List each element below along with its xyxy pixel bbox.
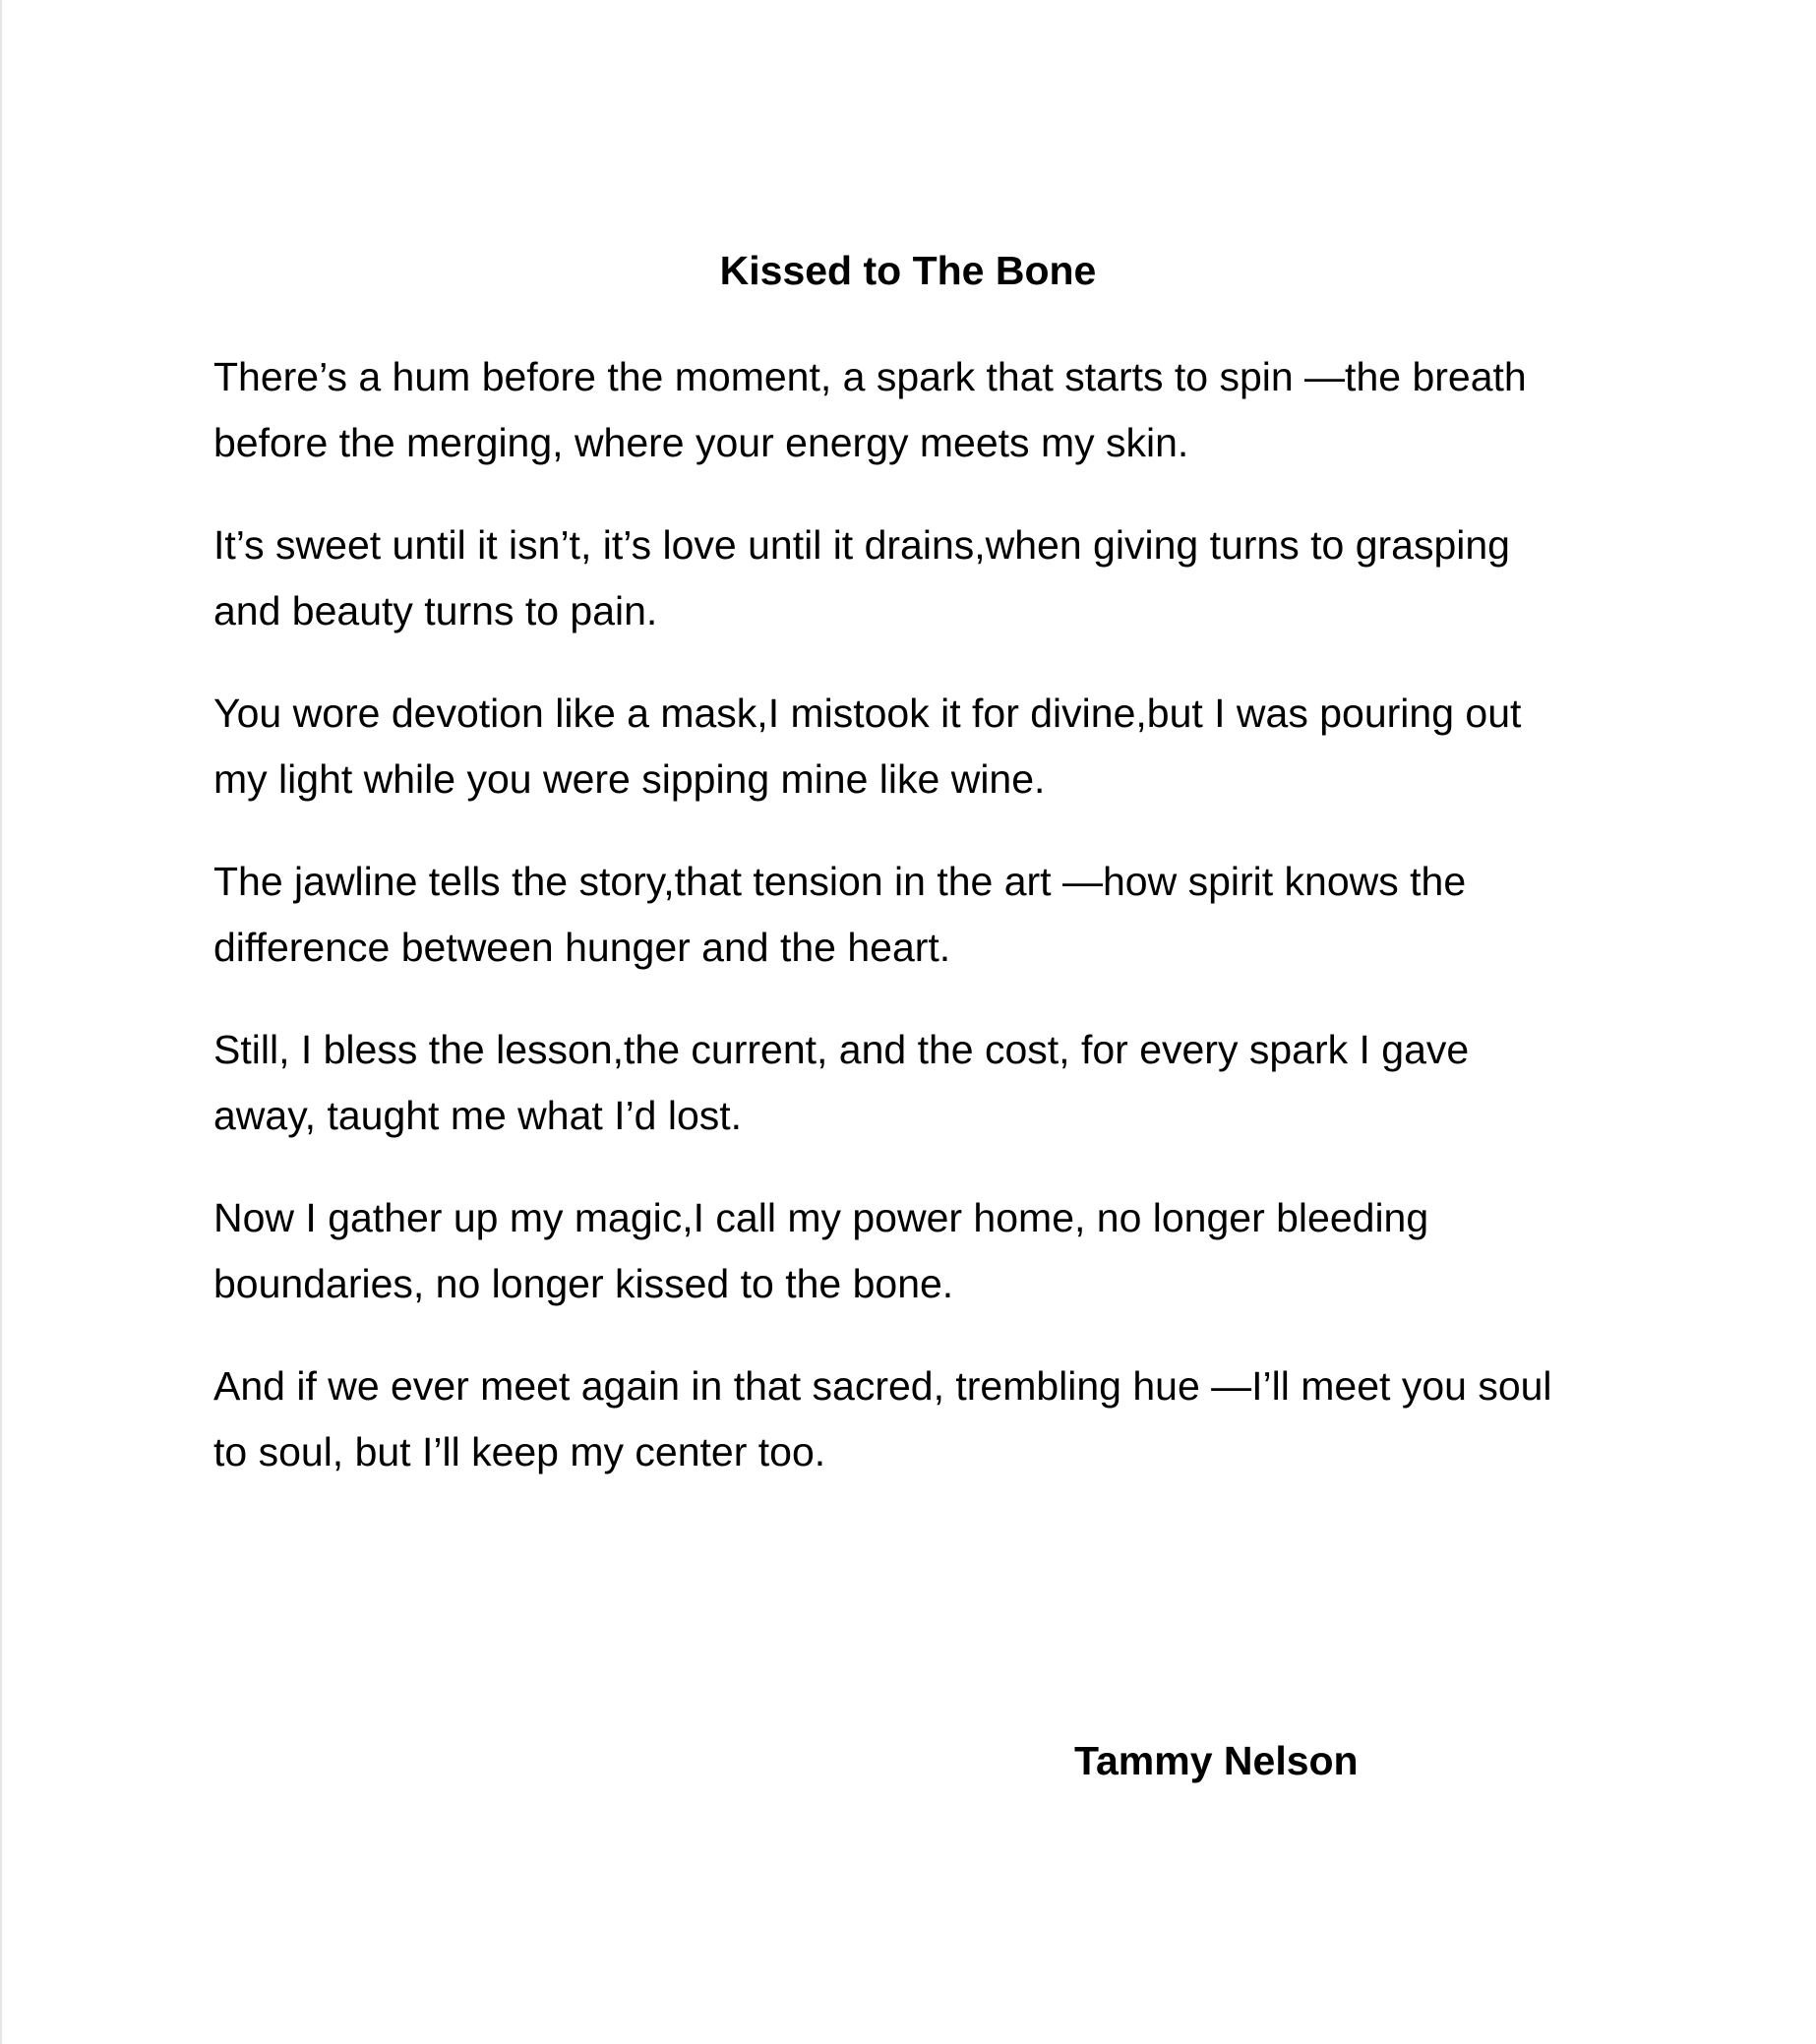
stanza-line: and beauty turns to pain. (213, 588, 658, 633)
stanza-line: to soul, but I’ll keep my center too. (213, 1429, 826, 1474)
poem-author: Tammy Nelson (1074, 1738, 1359, 1783)
stanza-line: my light while you were sipping mine like wine. (213, 756, 1046, 802)
stanza-3 (213, 681, 1615, 812)
stanza-line: The jawline tells the story,that tension in the art —how spirit knows the (213, 859, 1467, 904)
stanza-line: difference between hunger and the heart. (213, 925, 951, 970)
poem-body (213, 344, 1615, 1522)
stanza-line: before the merging, where your energy meets my skin. (213, 420, 1189, 465)
stanza-5 (213, 1017, 1615, 1149)
stanza-2 (213, 512, 1615, 644)
stanza-1 (213, 344, 1615, 476)
stanza-line: There’s a hum before the moment, a spark that starts to spin —the breath (213, 354, 1527, 399)
stanza-7 (213, 1353, 1615, 1485)
stanza-6 (213, 1185, 1615, 1317)
stanza-4 (213, 849, 1615, 981)
stanza-line: Still, I bless the lesson,the current, and the cost, for every spark I gave (213, 1027, 1470, 1072)
stanza-line: away, taught me what I’d lost. (213, 1093, 743, 1138)
poem-title: Kissed to The Bone (719, 248, 1097, 293)
stanza-line: It’s sweet until it isn’t, it’s love until it drains,when giving turns to grasping (213, 522, 1510, 568)
stanza-line: And if we ever meet again in that sacred, trembling hue —I’ll meet you soul (213, 1363, 1552, 1409)
stanza-line: boundaries, no longer kissed to the bone. (213, 1261, 954, 1306)
stanza-line: You wore devotion like a mask,I mistook it for divine,but I was pouring out (213, 691, 1522, 736)
stanza-line: Now I gather up my magic,I call my power home, no longer bleeding (213, 1195, 1429, 1240)
